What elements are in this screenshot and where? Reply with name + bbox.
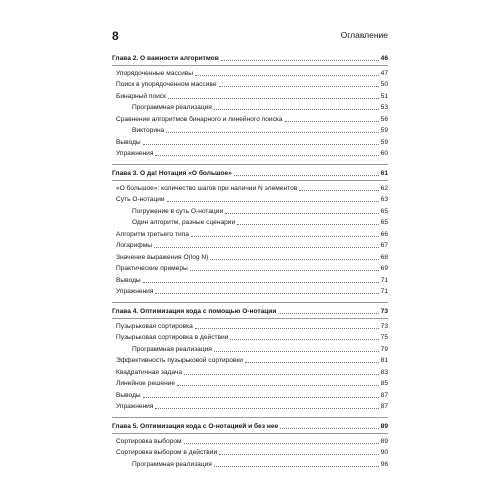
divider	[112, 433, 388, 434]
entry-page-number: 59	[380, 138, 388, 146]
dot-leader	[143, 396, 379, 398]
page-header	[112, 29, 388, 45]
toc-section[interactable]	[112, 390, 388, 401]
toc-section[interactable]	[112, 137, 388, 148]
entry-page-number: 69	[380, 265, 388, 273]
entry-title: Выводы	[116, 276, 141, 284]
dot-leader	[280, 427, 379, 429]
dot-leader	[219, 453, 379, 455]
entry-title: Пузырьковая сортировка	[116, 322, 193, 330]
entry-title: Упражнения	[116, 150, 154, 158]
entry-title: Суть О-нотации	[116, 196, 165, 204]
entry-page-number: 53	[380, 104, 388, 112]
dot-leader	[234, 174, 379, 176]
dot-leader	[299, 189, 378, 191]
entry-page-number: 66	[380, 230, 388, 238]
toc-section[interactable]	[112, 436, 388, 447]
dot-leader	[167, 200, 379, 202]
chapter-heading[interactable]	[112, 421, 388, 432]
dot-leader	[166, 131, 378, 133]
dot-leader	[195, 74, 379, 76]
entry-page-number: 79	[380, 345, 388, 353]
entry-page-number: 62	[380, 184, 388, 192]
entry-title: Один алгоритм, разные сценарии	[132, 219, 236, 227]
toc-section[interactable]	[112, 148, 388, 159]
entry-page-number: 83	[380, 368, 388, 376]
divider	[112, 318, 388, 319]
toc-subsection[interactable]	[112, 206, 388, 217]
dot-leader	[219, 85, 379, 87]
toc-section[interactable]	[112, 240, 388, 251]
entry-page-number: 67	[380, 242, 388, 250]
entry-title: Упорядоченные массивы	[116, 69, 194, 77]
divider	[112, 164, 388, 165]
entry-title: Сортировка выбором	[116, 437, 182, 445]
toc-section[interactable]	[112, 321, 388, 332]
entry-title: Пузырьковая сортировка в действии	[116, 334, 229, 342]
divider	[112, 65, 388, 66]
entry-title: Программная реализация	[132, 104, 212, 112]
divider	[112, 302, 388, 303]
entry-page-number: 81	[380, 357, 388, 365]
entry-title: Значение выражения O(log N)	[116, 253, 209, 261]
entry-page-number: 90	[380, 449, 388, 457]
toc-section[interactable]	[112, 367, 388, 378]
dot-leader	[245, 361, 379, 363]
entry-title: Сравнение алгоритмов бинарного и линейного поиска	[116, 115, 283, 123]
entry-title: Практические примеры	[116, 265, 188, 273]
entry-title: «О большое»: количество шагов при наличии N элементов	[116, 184, 298, 192]
entry-title: Квадратичная задача	[116, 368, 182, 376]
entry-title: Программная реализация	[132, 345, 212, 353]
entry-title: Погружение в суть О-нотации	[132, 207, 224, 215]
entry-page-number: 60	[380, 150, 388, 158]
entry-page-number: 85	[380, 380, 388, 388]
dot-leader	[214, 108, 379, 110]
dot-leader	[237, 223, 378, 225]
entry-page-number: 47	[380, 69, 388, 77]
dot-leader	[143, 281, 379, 283]
entry-page-number: 46	[380, 55, 388, 62]
entry-title: Логарифмы	[116, 242, 152, 250]
toc-section[interactable]	[112, 91, 388, 102]
toc-section[interactable]	[112, 286, 388, 297]
dot-leader	[177, 384, 379, 386]
entry-title: Упражнения	[116, 288, 154, 296]
toc-section[interactable]	[112, 332, 388, 343]
dot-leader	[210, 258, 378, 260]
dot-leader	[184, 442, 379, 444]
dot-leader	[195, 327, 379, 329]
entry-page-number: 50	[380, 81, 388, 89]
chapter-heading[interactable]	[112, 306, 388, 317]
entry-page-number: 63	[380, 196, 388, 204]
dot-leader	[214, 465, 379, 467]
dot-leader	[168, 97, 379, 99]
dot-leader	[143, 143, 379, 145]
dot-leader	[230, 338, 378, 340]
toc-section[interactable]	[112, 79, 388, 90]
dot-leader	[154, 246, 379, 248]
entry-page-number: 71	[380, 288, 388, 296]
entry-page-number: 65	[380, 207, 388, 215]
entry-page-number: 75	[380, 334, 388, 342]
entry-title: Глава 3. О да! Нотация «О большое»	[112, 169, 232, 177]
toc-subsection[interactable]	[112, 217, 388, 228]
toc-section[interactable]	[112, 252, 388, 263]
divider	[112, 417, 388, 418]
entry-page-number: 89	[380, 437, 388, 445]
entry-page-number: 73	[380, 322, 388, 330]
entry-title: Выводы	[116, 138, 141, 146]
entry-page-number: 87	[380, 391, 388, 399]
chapter-heading[interactable]	[112, 168, 388, 179]
toc-subsection[interactable]	[112, 459, 388, 470]
entry-title: Глава 2. О важности алгоритмов	[112, 55, 219, 62]
entry-page-number: 96	[380, 460, 388, 468]
dot-leader	[278, 312, 378, 314]
dot-leader	[155, 292, 378, 294]
entry-page-number: 87	[380, 403, 388, 411]
entry-page-number: 65	[380, 219, 388, 227]
chapter-heading[interactable]	[112, 53, 388, 64]
toc-section[interactable]	[112, 355, 388, 366]
dot-leader	[285, 120, 379, 122]
entry-title: Алгоритм третьего типа	[116, 230, 189, 238]
entry-title: Выводы	[116, 391, 141, 399]
toc-subsection[interactable]	[112, 344, 388, 355]
dot-leader	[155, 154, 378, 156]
divider	[112, 180, 388, 181]
dot-leader	[225, 212, 379, 214]
dot-leader	[191, 235, 379, 237]
toc-section[interactable]	[112, 275, 388, 286]
toc-section[interactable]	[112, 447, 388, 458]
dot-leader	[221, 59, 379, 61]
entry-page-number: 59	[380, 127, 388, 135]
dot-leader	[190, 269, 379, 271]
entry-title: Программная реализация	[132, 460, 212, 468]
entry-title: Эффективность пузырьковой сортировки	[116, 357, 243, 365]
entry-title: Глава 5. Оптимизация кода с О-нотацией и без нее	[112, 422, 279, 430]
toc-section[interactable]	[112, 229, 388, 240]
toc-section[interactable]	[112, 378, 388, 389]
toc-section[interactable]	[112, 114, 388, 125]
entry-title: Викторина	[132, 127, 165, 135]
toc-section[interactable]	[112, 194, 388, 205]
toc-subsection[interactable]	[112, 102, 388, 113]
entry-page-number: 71	[380, 276, 388, 284]
toc-subsection[interactable]	[112, 125, 388, 136]
dot-leader	[184, 373, 379, 375]
page-number: 8	[112, 29, 119, 43]
toc-section[interactable]	[112, 401, 388, 412]
toc-section[interactable]	[112, 68, 388, 79]
dot-leader	[155, 407, 378, 409]
entry-title: Поиск в упорядоченном массиве	[116, 81, 217, 89]
entry-page-number: 51	[380, 92, 388, 100]
entry-page-number: 89	[380, 422, 388, 430]
dot-leader	[214, 350, 379, 352]
entry-title: Сортировка выбором в действии	[116, 449, 218, 457]
entry-page-number: 61	[380, 169, 388, 177]
entry-title: Линейное решение	[116, 380, 176, 388]
entry-page-number: 73	[380, 308, 388, 315]
toc-section[interactable]	[112, 183, 388, 194]
toc-section[interactable]	[112, 263, 388, 274]
entry-title: Упражнения	[116, 403, 154, 411]
entry-page-number: 68	[380, 253, 388, 261]
entry-title: Глава 4. Оптимизация кода с помощью О-нотации	[112, 308, 277, 315]
running-title: Оглавление	[340, 30, 388, 40]
entry-page-number: 56	[380, 115, 388, 123]
entry-title: Бинарный поиск	[116, 92, 166, 100]
